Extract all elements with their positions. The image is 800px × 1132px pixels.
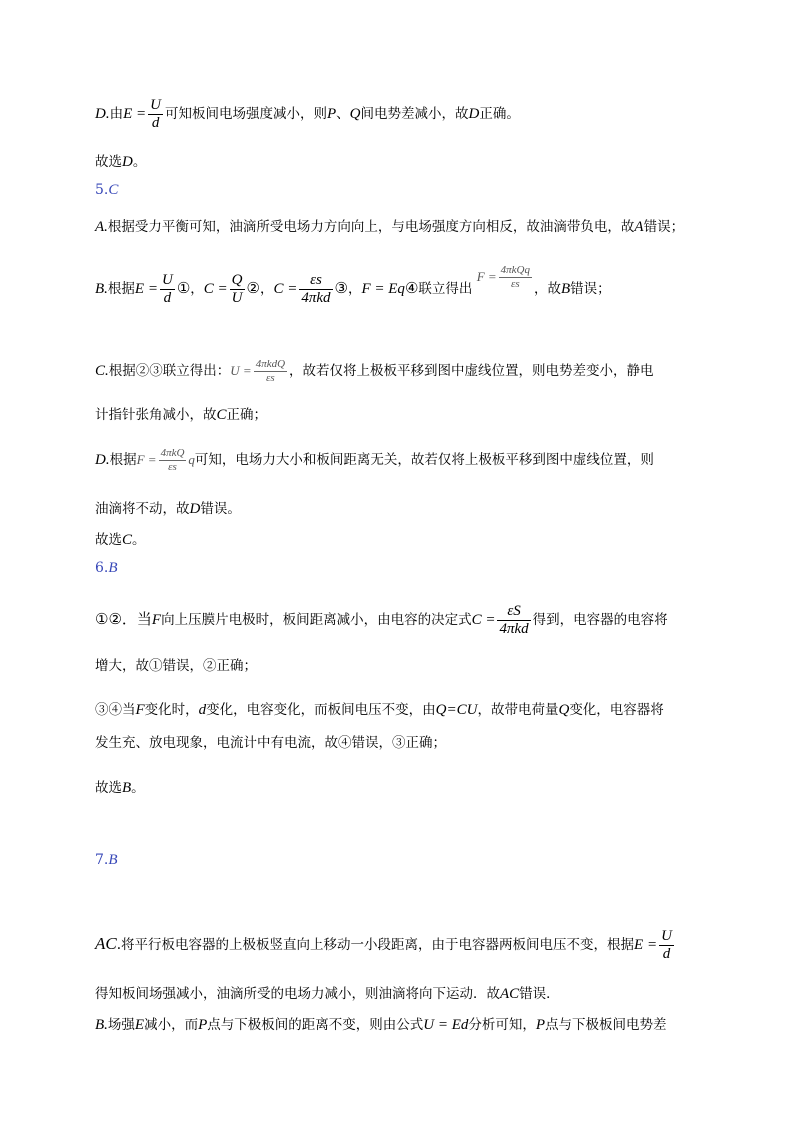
question-number: 5. [95,182,109,198]
q7-header [95,852,118,869]
q5-option-d: D.根据F = 4πkQ εs q可知，电场力大小和板间距离无关，故若仅将上极板平移到图中虚线位置，则 [95,447,654,473]
question-answer: B [108,852,118,868]
formula-fraction: εS 4πkd [499,603,529,637]
formula-fraction: εs 4πkd [301,272,331,306]
q5-option-a: A.根据受力平衡可知，油滴所受电场力方向向上，与电场强度方向相反，故油滴带负电，故A错误； [95,219,685,235]
formula-fraction: $\frac{Q}{U}$ [231,272,243,306]
q5-option-b: B.根据E = $\frac{U}{d}$ ①，C = $\frac{Q}{U}$ ②，C = εs 4πkd ③，F = Eq④联立得出 F = 4πkQq εs ，故B错误； [95,264,611,306]
q5-option-d-cont: 油滴将不动，故D错误。 [95,501,241,517]
q6-para-1-cont: 增大，故①错误，②正确； [95,658,257,674]
q7-option-ac-cont: 得知板间场强减小，油滴所受的电场力减小，则油滴将向下运动．故AC错误． [95,986,560,1002]
q6-para-2-cont: 发生充、放电现象，电流计中有电流，故④错误，③正确； [95,735,446,751]
question-number: 7. [95,852,109,868]
q6-para-2: ③④当F变化时，d变化，电容变化，而板间电压不变，由Q=CU，故带电荷量Q变化，电容器将 [95,702,664,718]
formula-image: F = 4πkQ εs q [136,447,195,473]
q6-header [95,560,118,577]
q5-option-c-cont: 计指针张角减小，故C正确； [95,407,268,423]
q6-conclusion: 故选B。 [95,780,145,796]
q5-header [95,182,118,199]
q6-para-1: ①②．当F向上压膜片电极时，板间距离减小，由电容的决定式C = εS 4πkd 得到，电容器的电容将 [95,603,668,637]
formula-fraction: $\frac{U}{d}$ [150,97,161,131]
q4-option-d: D.由E = $\frac{U}{d}$ 可知板间电场强度减小，则P、Q间电势差减小，故D正确。 [95,97,520,131]
formula-image: U = 4πkdQ εs [230,358,286,384]
q7-option-b: B.场强E减小，而P点与下极板间的距离不变，则由公式U = Ed分析可知，P点与下极板间电势差 [95,1017,667,1033]
q5-conclusion: 故选C。 [95,532,146,548]
question-answer: C [108,182,119,198]
q7-option-ac: AC.将平行板电容器的上极板竖直向上移动一小段距离，由于电容器两板间电压不变，根据E = $\frac{U}{d}$ [95,928,672,962]
formula-fraction: $\frac{U}{d}$ [161,272,173,306]
question-answer: B [108,560,118,576]
question-number: 6. [95,560,109,576]
q4-conclusion: 故选D。 [95,154,147,170]
formula-image: F = 4πkQq εs [476,264,530,290]
q5-option-c: C.根据②③联立得出：U = 4πkdQ εs ，故若仅将上极板平移到图中虚线位置，则电势差变小，静电 [95,358,654,384]
option-label: D. [95,106,110,122]
formula-fraction: $\frac{U}{d}$ [661,928,672,962]
